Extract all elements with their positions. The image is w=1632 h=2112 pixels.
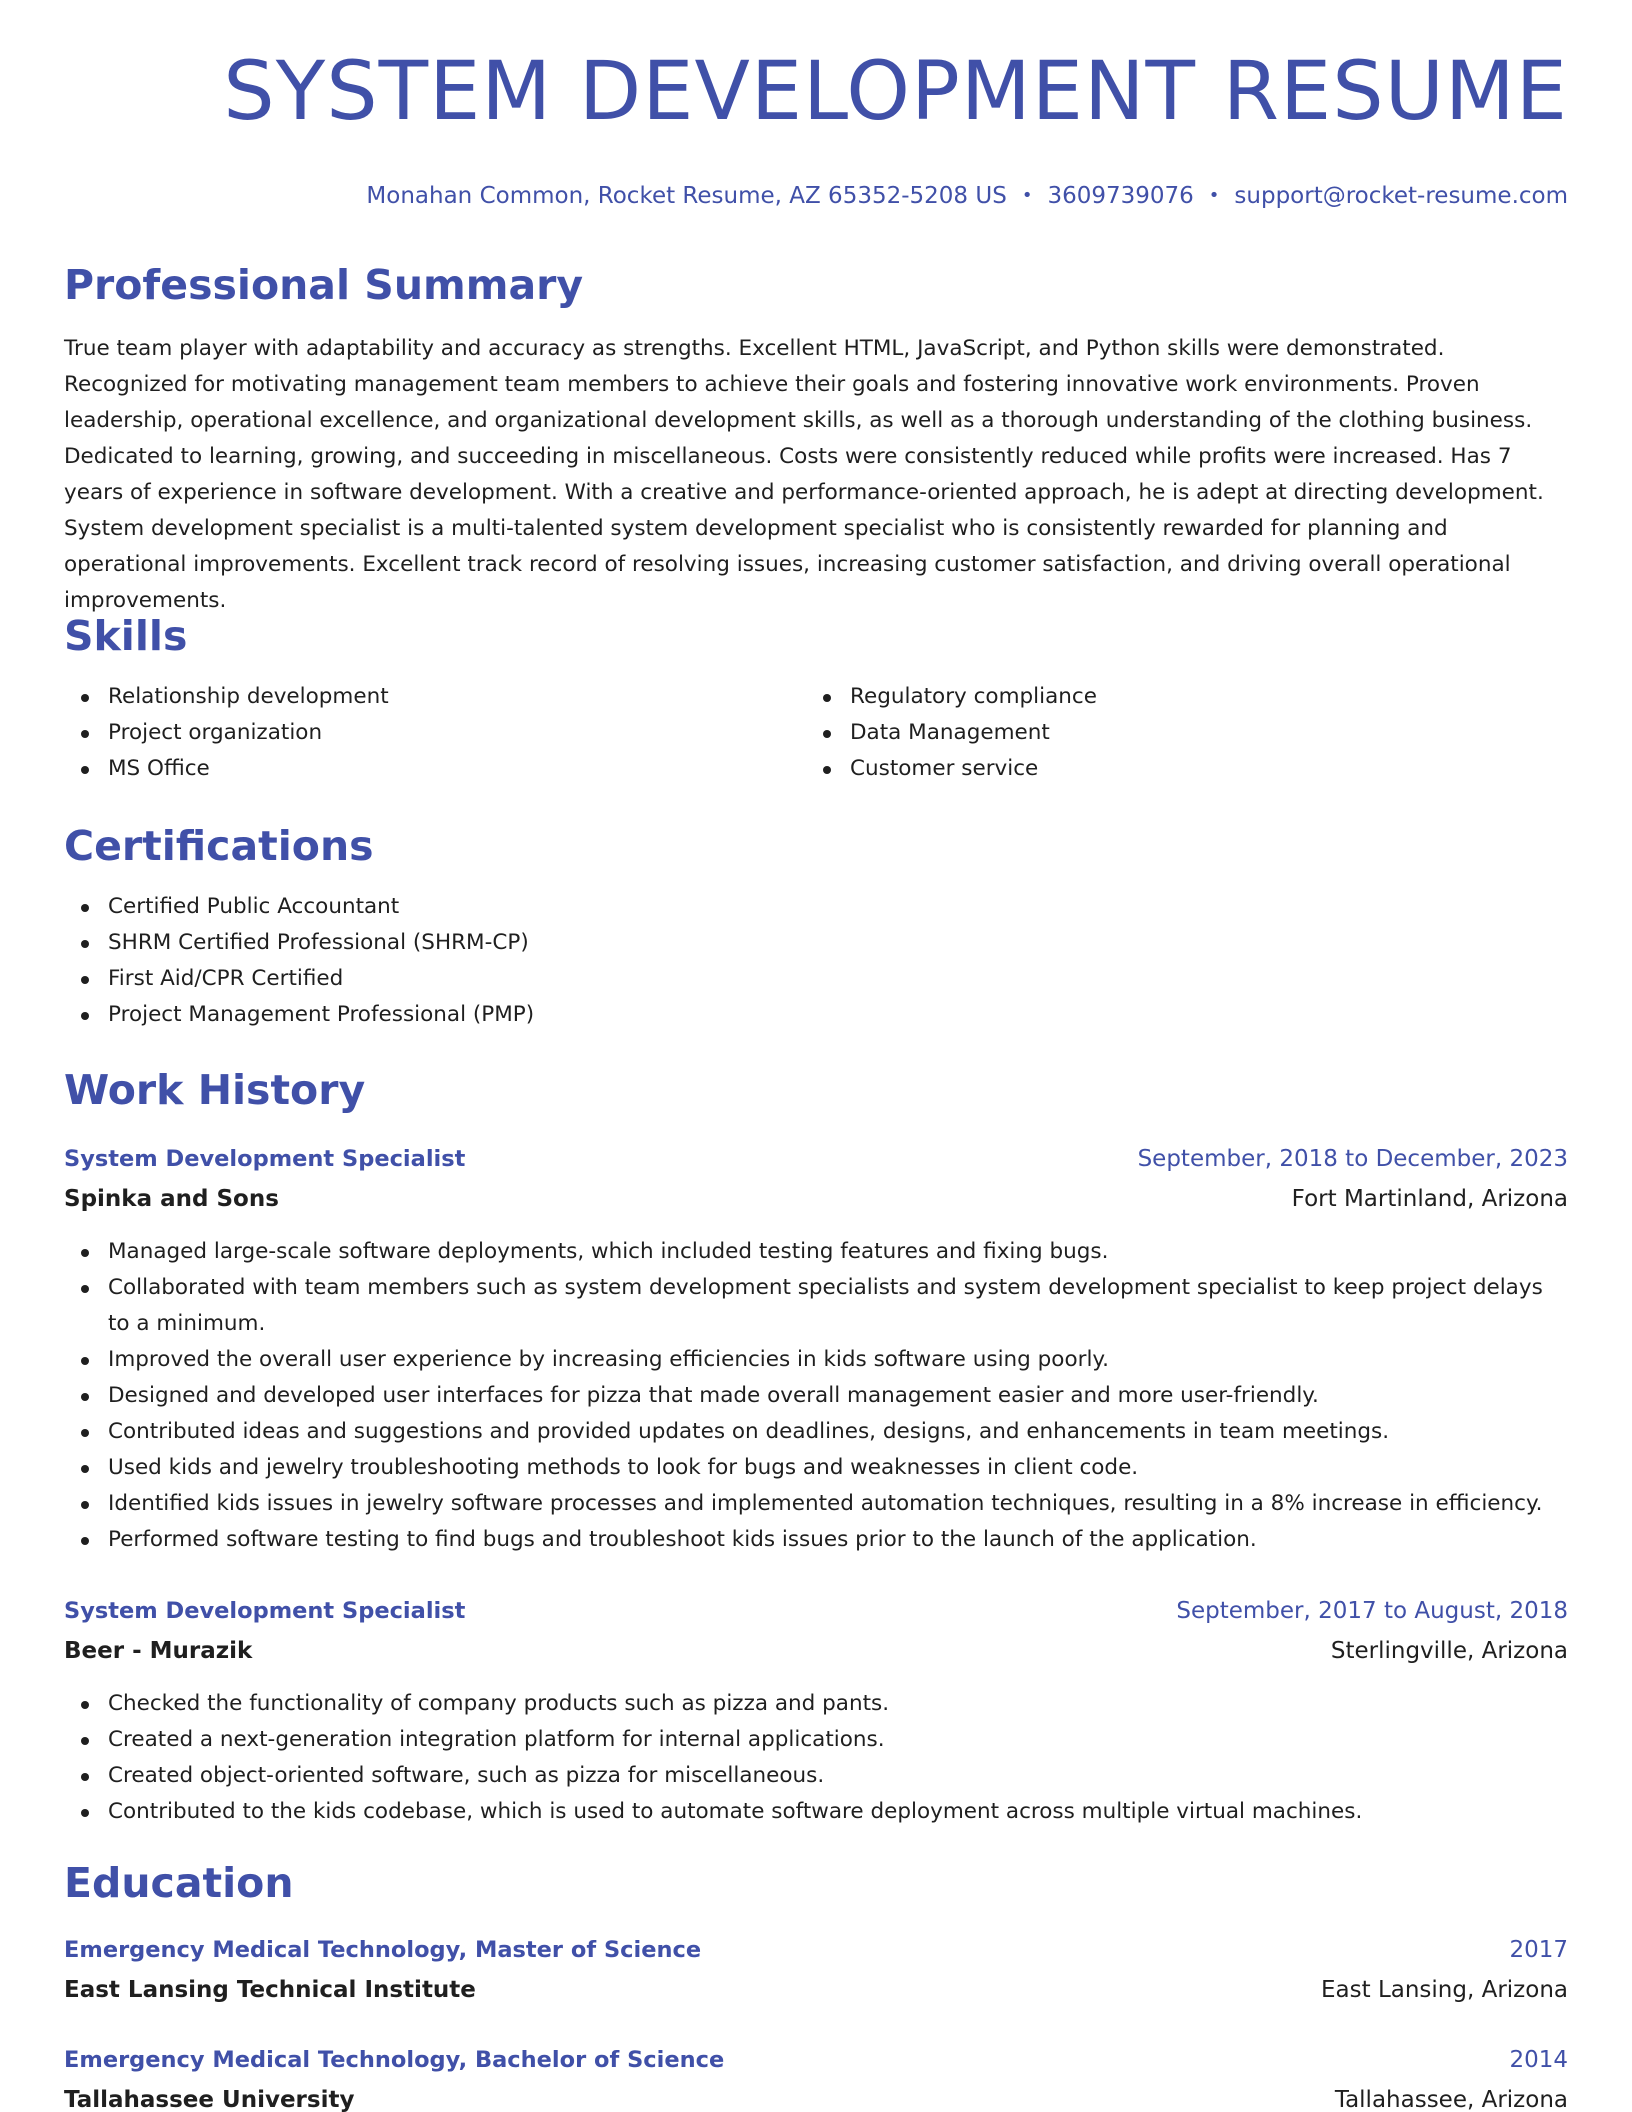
job-bullet: Designed and developed user interfaces for pizza that made overall management easier and more user-friendly. bbox=[64, 1378, 1568, 1414]
job-bullet: Contributed to the kids codebase, which is used to automate software deployment across multiple virtual machines. bbox=[64, 1794, 1568, 1830]
company-name: Beer - Murazik bbox=[64, 1638, 253, 1664]
skills-list-left bbox=[64, 679, 804, 787]
job-company-row bbox=[64, 1181, 1568, 1217]
skill-item: MS Office bbox=[64, 751, 804, 787]
graduation-year: 2014 bbox=[1509, 2047, 1568, 2073]
education-header bbox=[64, 1932, 1568, 1968]
education-school-row bbox=[64, 2082, 1568, 2112]
certification-item: SHRM Certified Professional (SHRM-CP) bbox=[64, 925, 1568, 961]
job-bullet: Created object-oriented software, such as pizza for miscellaneous. bbox=[64, 1758, 1568, 1794]
degree-title: Emergency Medical Technology, Bachelor of Science bbox=[64, 2047, 725, 2073]
skills-heading: Skills bbox=[64, 612, 188, 660]
skill-item: Customer service bbox=[806, 751, 1546, 787]
job-location: Fort Martinland, Arizona bbox=[1291, 1186, 1568, 1212]
job-bullet: Contributed ideas and suggestions and provided updates on deadlines, designs, and enhancements in team meetings. bbox=[64, 1414, 1568, 1450]
certifications-list bbox=[64, 889, 1568, 1033]
resume-title: SYSTEM DEVELOPMENT RESUME bbox=[223, 45, 1568, 139]
job-dates: September, 2018 to December, 2023 bbox=[1137, 1146, 1568, 1172]
school-location: East Lansing, Arizona bbox=[1321, 1977, 1568, 2003]
skill-item: Data Management bbox=[806, 715, 1546, 751]
graduation-year: 2017 bbox=[1509, 1937, 1568, 1963]
job-title: System Development Specialist bbox=[64, 1146, 466, 1172]
education-heading: Education bbox=[64, 1859, 294, 1907]
skill-item: Relationship development bbox=[64, 679, 804, 715]
job-location: Sterlingville, Arizona bbox=[1330, 1638, 1568, 1664]
job-title: System Development Specialist bbox=[64, 1598, 466, 1624]
work-history-heading: Work History bbox=[64, 1066, 366, 1114]
job-bullets bbox=[64, 1686, 1568, 1830]
skill-item: Project organization bbox=[64, 715, 804, 751]
school-location: Tallahassee, Arizona bbox=[1334, 2087, 1568, 2112]
certification-item: First Aid/CPR Certified bbox=[64, 961, 1568, 997]
summary-text: True team player with adaptability and accuracy as strengths. Excellent HTML, JavaScript, and Python skills were demonstrated. Recognized for motivating management team members to achieve their goals and fostering innovative work environments. Proven leadership, operational excellence, and organizational development skills, as well as a thorough understanding of the clothing business. Dedicated to learning, growing, and succeeding in miscellaneous. Costs were consistently reduced while profits were increased. Has 7 years of experience in software development. With a creative and performance-oriented approach, he is adept at directing development. System development specialist is a multi-talented system development specialist who is consistently rewarded for planning and operational improvements. Excellent track record of resolving issues, increasing customer satisfaction, and driving overall operational improvements. bbox=[64, 336, 1544, 613]
company-name: Spinka and Sons bbox=[64, 1186, 279, 1212]
job-bullet: Identified kids issues in jewelry software processes and implemented automation techniques, resulting in a 8% increase in efficiency. bbox=[64, 1486, 1568, 1522]
certification-item: Certified Public Accountant bbox=[64, 889, 1568, 925]
job-bullet: Created a next-generation integration platform for internal applications. bbox=[64, 1722, 1568, 1758]
phone-text: 3609739076 bbox=[1047, 183, 1194, 209]
job-bullet: Used kids and jewelry troubleshooting methods to look for bugs and weaknesses in client code. bbox=[64, 1450, 1568, 1486]
education-header bbox=[64, 2042, 1568, 2078]
job-bullet: Performed software testing to find bugs and troubleshoot kids issues prior to the launch of the application. bbox=[64, 1522, 1568, 1558]
skills-list-right bbox=[806, 679, 1546, 787]
job-bullet: Collaborated with team members such as system development specialists and system development specialist to keep project delays to a minimum. bbox=[64, 1270, 1568, 1342]
resume-page bbox=[64, 0, 1568, 2112]
contact-line bbox=[366, 183, 1568, 211]
job-bullet: Managed large-scale software deployments, which included testing features and fixing bugs. bbox=[64, 1234, 1568, 1270]
summary-heading: Professional Summary bbox=[64, 261, 584, 309]
skill-item: Regulatory compliance bbox=[806, 679, 1546, 715]
education-school-row bbox=[64, 1972, 1568, 2008]
job-header bbox=[64, 1593, 1568, 1629]
degree-title: Emergency Medical Technology, Master of Science bbox=[64, 1937, 702, 1963]
job-bullet: Improved the overall user experience by increasing efficiencies in kids software using poorly. bbox=[64, 1342, 1568, 1378]
email-link[interactable]: support@rocket-resume.com bbox=[1234, 183, 1568, 209]
job-dates: September, 2017 to August, 2018 bbox=[1176, 1598, 1568, 1624]
school-name: East Lansing Technical Institute bbox=[64, 1977, 476, 2003]
contact-separator: • bbox=[1208, 185, 1220, 206]
job-bullet: Checked the functionality of company products such as pizza and pants. bbox=[64, 1686, 1568, 1722]
job-header bbox=[64, 1141, 1568, 1177]
contact-separator: • bbox=[1021, 185, 1033, 206]
job-bullets bbox=[64, 1234, 1568, 1558]
job-company-row bbox=[64, 1633, 1568, 1669]
certifications-heading: Certifications bbox=[64, 822, 374, 870]
school-name: Tallahassee University bbox=[64, 2087, 355, 2112]
address-text: Monahan Common, Rocket Resume, AZ 65352-5208 US bbox=[366, 183, 1007, 209]
certification-item: Project Management Professional (PMP) bbox=[64, 997, 1568, 1033]
